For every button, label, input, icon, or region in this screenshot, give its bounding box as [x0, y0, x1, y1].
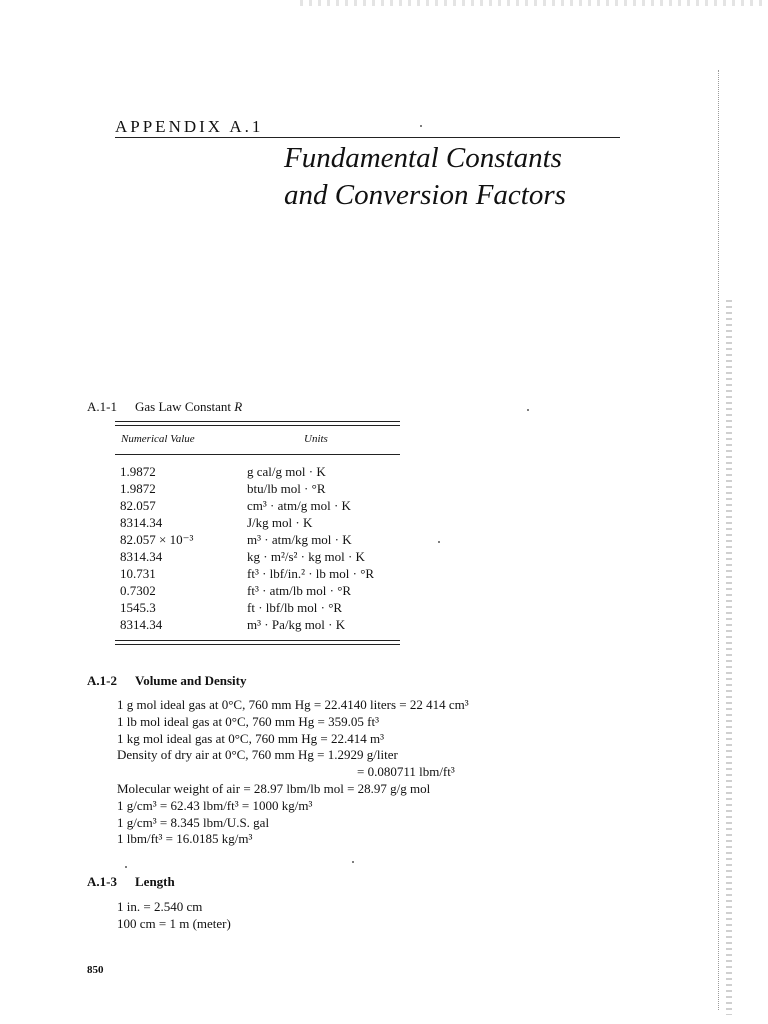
table-top-rule: [115, 421, 400, 426]
table-bottom-rule: [115, 640, 400, 645]
section-heading-gas-law: [87, 399, 242, 415]
units: cm³ · atm/g mol · K: [247, 498, 351, 513]
text-line: 1 lbm/ft³ = 16.0185 kg/m³: [117, 831, 253, 847]
volume-density-lines: [117, 697, 677, 848]
gas-constant-row: [120, 514, 410, 531]
text-line: 1 kg mol ideal gas at 0°C, 760 mm Hg = 22.414 m³: [117, 730, 385, 746]
gas-constant-row: [120, 565, 410, 582]
scan-speck: [420, 125, 422, 127]
units: kg · m²/s² · kg mol · K: [247, 549, 365, 564]
gas-constant-row: [120, 582, 410, 599]
numerical-value: 8314.34: [120, 549, 163, 564]
page-number: 850: [87, 964, 104, 976]
text-line: 1 in. = 2.540 cm: [117, 899, 203, 914]
text-line: 1 g/cm³ = 62.43 lbm/ft³ = 1000 kg/m³: [117, 797, 313, 813]
scan-speck: [125, 866, 127, 868]
table-header-rule: [115, 454, 400, 455]
appendix-rule: [115, 137, 620, 138]
text-line: 1 g/cm³ = 8.345 lbm/U.S. gal: [117, 814, 270, 830]
section-title: Length: [135, 874, 175, 889]
text-line: Density of dry air at 0°C, 760 mm Hg = 1.2929 g/liter: [117, 747, 398, 763]
numerical-value: 0.7302: [120, 583, 156, 598]
text-line: = 0.080711 lbm/ft³: [357, 764, 455, 780]
gas-constant-row: [120, 616, 410, 633]
gas-constant-row: [120, 548, 410, 565]
text-line: 1 lb mol ideal gas at 0°C, 760 mm Hg = 359.05 ft³: [117, 713, 379, 729]
section-number: A.1-3: [87, 874, 117, 889]
gas-constant-row: [120, 480, 410, 497]
gas-constant-row: [120, 463, 410, 480]
text-line: Molecular weight of air = 28.97 lbm/lb mol = 28.97 g/g mol: [117, 780, 431, 796]
units: m³ · atm/kg mol · K: [247, 532, 352, 547]
column-header-units: Units: [304, 433, 328, 445]
section-heading-volume-density: [87, 673, 246, 689]
scan-speck: [527, 409, 529, 411]
gas-constant-row: [120, 531, 410, 548]
numerical-value: 8314.34: [120, 617, 163, 632]
scan-speck: [352, 861, 354, 863]
numerical-value: 1.9872: [120, 464, 156, 479]
text-line: 100 cm = 1 m (meter): [117, 915, 231, 931]
section-title: Gas Law Constant: [135, 399, 232, 414]
gas-constant-table: [120, 463, 410, 633]
chapter-title-line-1: Fundamental Constants: [284, 142, 562, 174]
units: btu/lb mol · °R: [247, 481, 326, 496]
scan-noise: [300, 0, 768, 6]
column-header-value: Numerical Value: [121, 433, 195, 445]
numerical-value: 8314.34: [120, 515, 163, 530]
numerical-value: 82.057 × 10⁻³: [120, 532, 194, 547]
units: J/kg mol · K: [247, 515, 313, 530]
text-line: 1 g mol ideal gas at 0°C, 760 mm Hg = 22.4140 liters = 22 414 cm³: [117, 697, 469, 712]
chapter-title: [284, 140, 704, 214]
scan-speck: [438, 541, 440, 543]
section-symbol: R: [234, 399, 243, 414]
numerical-value: 1.9872: [120, 481, 156, 496]
appendix-label: APPENDIX A.1: [115, 117, 264, 136]
chapter-title-line-2: and Conversion Factors: [284, 179, 566, 211]
units: ft³ · atm/lb mol · °R: [247, 583, 352, 598]
numerical-value: 10.731: [120, 566, 156, 581]
section-number: A.1-2: [87, 673, 117, 688]
units: ft · lbf/lb mol · °R: [247, 600, 343, 615]
units: m³ · Pa/kg mol · K: [247, 617, 346, 632]
length-lines: [117, 899, 677, 933]
units: ft³ · lbf/in.² · lb mol · °R: [247, 566, 375, 581]
numerical-value: 1545.3: [120, 600, 156, 615]
numerical-value: 82.057: [120, 498, 156, 513]
units: g cal/g mol · K: [247, 464, 326, 479]
section-number: A.1-1: [87, 399, 117, 414]
gas-constant-row: [120, 599, 410, 616]
section-title: Volume and Density: [135, 673, 247, 688]
scan-edge-shadow: [726, 300, 732, 1015]
gas-constant-row: [120, 497, 410, 514]
section-heading-length: [87, 874, 175, 890]
